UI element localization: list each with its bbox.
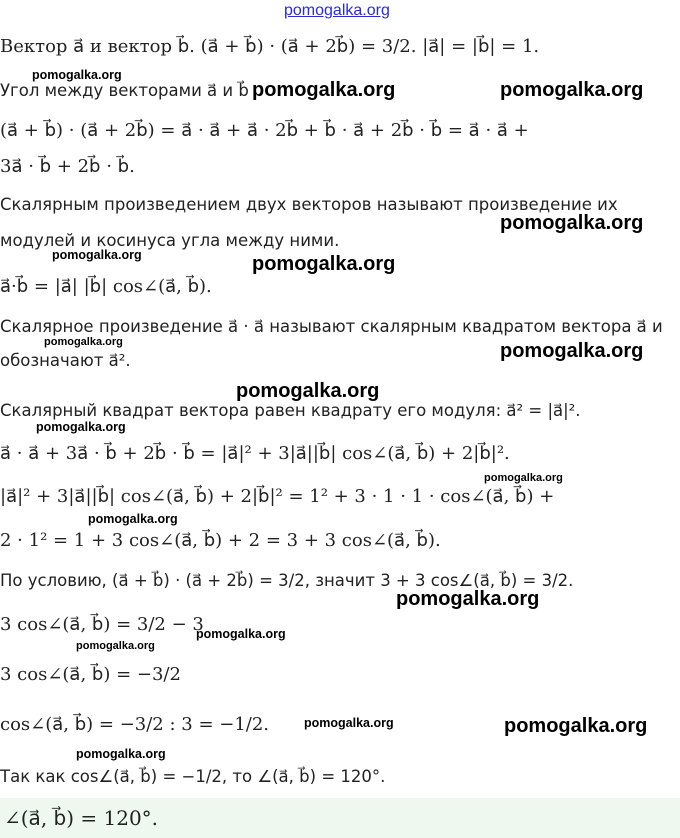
watermark: pomogalka.org — [88, 512, 178, 526]
text-line-18: Так как cos∠(a⃗, b⃗) = −1/2, то ∠(a⃗, b⃗) = 120°. — [0, 767, 386, 786]
text-line-5: Скалярным произведением двух векторов называют произведение их — [0, 195, 618, 214]
watermark: pomogalka.org — [236, 380, 380, 402]
watermark: pomogalka.org — [32, 68, 122, 82]
watermark: pomogalka.org — [44, 336, 123, 348]
watermark: pomogalka.org — [76, 747, 166, 761]
watermark-top[interactable]: pomogalka.org — [284, 2, 390, 19]
watermark: pomogalka.org — [500, 340, 644, 362]
watermark: pomogalka.org — [52, 248, 142, 262]
watermark: pomogalka.org — [504, 715, 648, 737]
text-line-8: Скалярное произведение a⃗ · a⃗ называют скалярным квадратом вектора a⃗ и — [0, 317, 663, 336]
text-line-3: (a⃗ + b⃗) · (a⃗ + 2b⃗) = a⃗ · a⃗ + a⃗ · 2b⃗ + b⃗ · a⃗ + 2b⃗ · b⃗ = a⃗ · a⃗ + — [0, 120, 529, 141]
answer-box — [0, 798, 680, 838]
text-line-2: Угол между векторами a⃗ и b⃗ — [0, 81, 249, 100]
text-line-14: По условию, (a⃗ + b⃗) · (a⃗ + 2b⃗) = 3/2, значит 3 + 3 cos∠(a⃗, b⃗) = 3/2. — [0, 571, 574, 590]
text-line-12: |a⃗|² + 3|a⃗||b⃗| cos∠(a⃗, b⃗) + 2|b⃗|² = 1² + 3 · 1 · 1 · cos∠(a⃗, b⃗) + — [0, 486, 555, 507]
watermark: pomogalka.org — [76, 640, 155, 652]
text-line-1: Вектор a⃗ и вектор b⃗. (a⃗ + b⃗) · (a⃗ + 2b⃗) = 3/2. |a⃗| = |b⃗| = 1. — [0, 36, 540, 57]
text-line-13: 2 · 1² = 1 + 3 cos∠(a⃗, b⃗) + 2 = 3 + 3 cos∠(a⃗, b⃗). — [0, 530, 441, 551]
text-line-9: обозначают a⃗². — [0, 351, 131, 370]
text-line-11: a⃗ · a⃗ + 3a⃗ · b⃗ + 2b⃗ · b⃗ = |a⃗|² + 3|a⃗||b⃗| cos∠(a⃗, b⃗) + 2|b⃗|². — [0, 443, 510, 464]
text-line-4: 3a⃗ · b⃗ + 2b⃗ · b⃗. — [0, 156, 135, 177]
watermark: pomogalka.org — [396, 588, 540, 610]
watermark: pomogalka.org — [196, 627, 286, 641]
watermark: pomogalka.org — [304, 716, 394, 730]
watermark: pomogalka.org — [252, 79, 396, 101]
answer-text: ∠(a⃗, b⃗) = 120°. — [4, 806, 159, 830]
watermark: pomogalka.org — [252, 253, 396, 275]
watermark: pomogalka.org — [484, 472, 563, 484]
text-line-15: 3 cos∠(a⃗, b⃗) = 3/2 − 3 — [0, 614, 204, 635]
text-line-17: cos∠(a⃗, b⃗) = −3/2 : 3 = −1/2. — [0, 714, 270, 735]
watermark: pomogalka.org — [500, 212, 644, 234]
text-line-10: Скалярный квадрат вектора равен квадрату его модуля: a⃗² = |a⃗|². — [0, 401, 581, 420]
text-line-7: a⃗·b⃗ = |a⃗| |b⃗| cos∠(a⃗, b⃗). — [0, 276, 212, 297]
text-line-6: модулей и косинуса угла между ними. — [0, 231, 340, 250]
text-line-16: 3 cos∠(a⃗, b⃗) = −3/2 — [0, 664, 181, 685]
watermark: pomogalka.org — [500, 79, 644, 101]
watermark: pomogalka.org — [36, 420, 126, 434]
